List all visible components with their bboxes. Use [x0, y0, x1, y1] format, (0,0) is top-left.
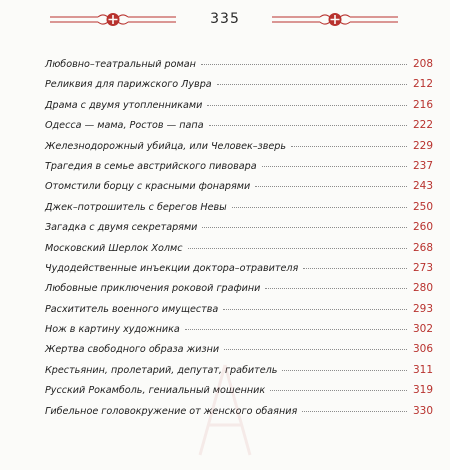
dot-leader: [265, 280, 407, 289]
dot-leader: [282, 362, 407, 371]
toc-page-number: 222: [412, 119, 433, 132]
toc-title: Жертва свободного образа жизни: [45, 344, 220, 356]
toc-title: Любовные приключения роковой графини: [45, 283, 261, 295]
toc-entry[interactable]: [45, 197, 433, 217]
dot-leader: [302, 403, 407, 412]
toc-entry[interactable]: [45, 115, 433, 135]
toc-title: Реликвия для парижского Лувра: [45, 79, 212, 91]
toc-entry[interactable]: [45, 278, 433, 298]
toc-title: Трагедия в семье австрийского пивовара: [45, 160, 257, 172]
watermark-icon: [170, 360, 280, 460]
toc-title: Железнодорожный убийца, или Человек–зверь: [45, 140, 287, 152]
toc-title: Московский Шерлок Холмс: [45, 242, 183, 254]
toc-page-number: 250: [412, 200, 433, 213]
dot-leader: [207, 97, 407, 106]
toc-page-number: 306: [412, 343, 433, 356]
toc-page-number: 280: [412, 282, 433, 295]
toc-page-number: 319: [412, 384, 433, 397]
toc-page-number: 330: [412, 404, 433, 417]
toc-page-number: 293: [412, 302, 433, 315]
dot-leader: [188, 240, 407, 249]
toc-entry[interactable]: [45, 217, 433, 237]
page-number: 335: [210, 11, 240, 27]
dot-leader: [262, 158, 407, 167]
toc-entry[interactable]: [45, 74, 433, 94]
toc-page-number: 212: [412, 78, 433, 91]
toc-title: Гибельное головокружение от женского обаяния: [45, 405, 298, 417]
toc-title: Одесса — мама, Ростов — папа: [45, 120, 204, 132]
toc-title: Русский Рокамболь, гениальный мошенник: [45, 385, 266, 397]
toc-title: Крестьянин, пролетарий, депутат, грабитель: [45, 364, 278, 376]
toc-entry[interactable]: [45, 319, 433, 339]
toc-title: Драма с двумя утопленниками: [45, 99, 203, 111]
dot-leader: [270, 382, 407, 391]
toc-page-number: 208: [412, 58, 433, 70]
toc-title: Отомстили борцу с красными фонарями: [45, 181, 251, 193]
toc-entry[interactable]: [45, 238, 433, 258]
dot-leader: [224, 341, 407, 350]
toc-title: Нож в картину художника: [45, 324, 180, 336]
dot-leader: [255, 178, 407, 187]
toc-page-number: 273: [412, 261, 433, 274]
toc-entry[interactable]: [45, 95, 433, 115]
toc-title: Загадка с двумя секретарями: [45, 222, 198, 234]
toc-page-number: 243: [412, 180, 433, 193]
toc-title: Джек–потрошитель с берегов Невы: [45, 201, 227, 213]
toc-title: Расхититель военного имущества: [45, 303, 219, 315]
toc-title: Чудодейственные инъекции доктора–отравителя: [45, 262, 299, 274]
toc-page-number: 302: [412, 323, 433, 336]
dot-leader: [232, 199, 407, 208]
toc-entry[interactable]: [45, 136, 433, 156]
dot-leader: [223, 301, 407, 310]
dot-leader: [217, 76, 407, 85]
dot-leader: [201, 56, 407, 65]
toc-entry[interactable]: [45, 54, 433, 74]
dot-leader: [185, 321, 407, 330]
toc-page-number: 311: [412, 363, 433, 376]
dot-leader: [291, 138, 407, 147]
dot-leader: [303, 260, 407, 269]
toc-page-number: 229: [412, 139, 433, 152]
toc-entry[interactable]: [45, 156, 433, 176]
toc-entry[interactable]: [45, 258, 433, 278]
toc-page-number: 237: [412, 159, 433, 172]
toc-entry[interactable]: [45, 176, 433, 196]
toc-page-number: 260: [412, 221, 433, 234]
ornament-left-icon: [48, 10, 178, 30]
toc-title: Любовно–театральный роман: [45, 59, 196, 70]
toc-entry[interactable]: [45, 339, 433, 359]
page-header: [0, 8, 450, 32]
toc-entry[interactable]: [45, 299, 433, 319]
dot-leader: [209, 117, 407, 126]
dot-leader: [202, 219, 407, 228]
toc-page-number: 216: [412, 98, 433, 111]
ornament-right-icon: [270, 10, 400, 30]
toc-page-number: 268: [412, 241, 433, 254]
